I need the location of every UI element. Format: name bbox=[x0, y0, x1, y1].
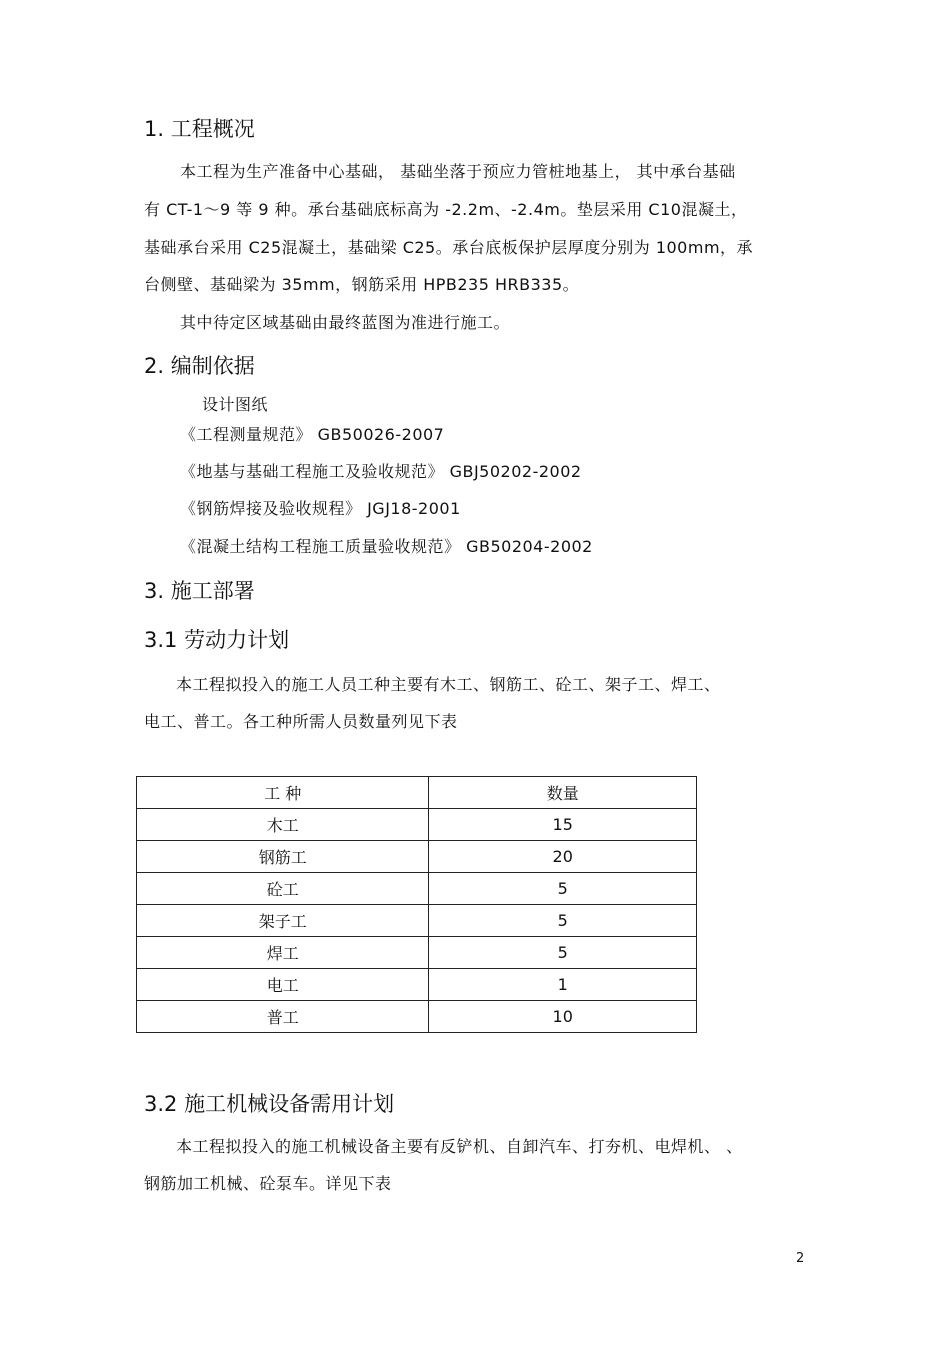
paragraph-line: 本工程拟投入的施工机械设备主要有反铲机、自卸汽车、打夯机、电焊机、 、 bbox=[176, 1137, 743, 1156]
labor-table bbox=[136, 776, 697, 1033]
table-cell: 15 bbox=[429, 809, 697, 841]
table-cell: 5 bbox=[429, 937, 697, 969]
table-cell: 10 bbox=[429, 1001, 697, 1033]
table-row bbox=[137, 809, 697, 841]
table-row bbox=[137, 905, 697, 937]
section-3-heading: 3. 施工部署 bbox=[144, 579, 255, 603]
reference-item: 《地基与基础工程施工及验收规范》 GBJ50202-2002 bbox=[180, 462, 582, 481]
table-cell: 5 bbox=[429, 873, 697, 905]
reference-item: 《混凝土结构工程施工质量验收规范》 GB50204-2002 bbox=[180, 537, 593, 556]
table-row bbox=[137, 841, 697, 873]
section-2-heading: 2. 编制依据 bbox=[144, 354, 255, 378]
table-cell: 焊工 bbox=[137, 937, 429, 969]
table-header-cell: 工 种 bbox=[137, 777, 429, 809]
section-3-2-heading: 3.2 施工机械设备需用计划 bbox=[144, 1092, 395, 1116]
table-header-row bbox=[137, 777, 697, 809]
table-cell: 钢筋工 bbox=[137, 841, 429, 873]
table-cell: 1 bbox=[429, 969, 697, 1001]
paragraph-line: 本工程为生产准备中心基础， 基础坐落于预应力管桩地基上， 其中承台基础 bbox=[180, 162, 736, 181]
page-number: 2 bbox=[796, 1251, 805, 1266]
table-header-cell: 数量 bbox=[429, 777, 697, 809]
table-cell: 普工 bbox=[137, 1001, 429, 1033]
section-1-heading: 1. 工程概况 bbox=[144, 117, 255, 141]
table-row bbox=[137, 937, 697, 969]
paragraph-line: 台侧壁、基础梁为 35mm，钢筋采用 HPB235 HRB335。 bbox=[144, 275, 580, 294]
reference-item: 设计图纸 bbox=[202, 395, 269, 414]
table-row bbox=[137, 873, 697, 905]
paragraph-line: 其中待定区域基础由最终蓝图为准进行施工。 bbox=[180, 313, 511, 332]
paragraph-line: 电工、普工。各工种所需人员数量列见下表 bbox=[144, 712, 458, 731]
table-cell: 木工 bbox=[137, 809, 429, 841]
table-cell: 5 bbox=[429, 905, 697, 937]
table-cell: 20 bbox=[429, 841, 697, 873]
table-row bbox=[137, 1001, 697, 1033]
paragraph-line: 基础承台采用 C25混凝土，基础梁 C25。承台底板保护层厚度分别为 100mm，承 bbox=[144, 238, 754, 257]
paragraph-line: 钢筋加工机械、砼泵车。详见下表 bbox=[144, 1174, 392, 1193]
table-cell: 砼工 bbox=[137, 873, 429, 905]
table-cell: 架子工 bbox=[137, 905, 429, 937]
reference-item: 《工程测量规范》 GB50026-2007 bbox=[180, 425, 445, 444]
section-3-1-heading: 3.1 劳动力计划 bbox=[144, 628, 290, 652]
paragraph-line: 有 CT-1～9 等 9 种。承台基础底标高为 -2.2m、-2.4m。垫层采用 C10混凝土， bbox=[144, 200, 748, 219]
paragraph-line: 本工程拟投入的施工人员工种主要有木工、钢筋工、砼工、架子工、焊工、 bbox=[176, 675, 721, 694]
reference-item: 《钢筋焊接及验收规程》 JGJ18-2001 bbox=[180, 499, 461, 518]
table-cell: 电工 bbox=[137, 969, 429, 1001]
table-row bbox=[137, 969, 697, 1001]
